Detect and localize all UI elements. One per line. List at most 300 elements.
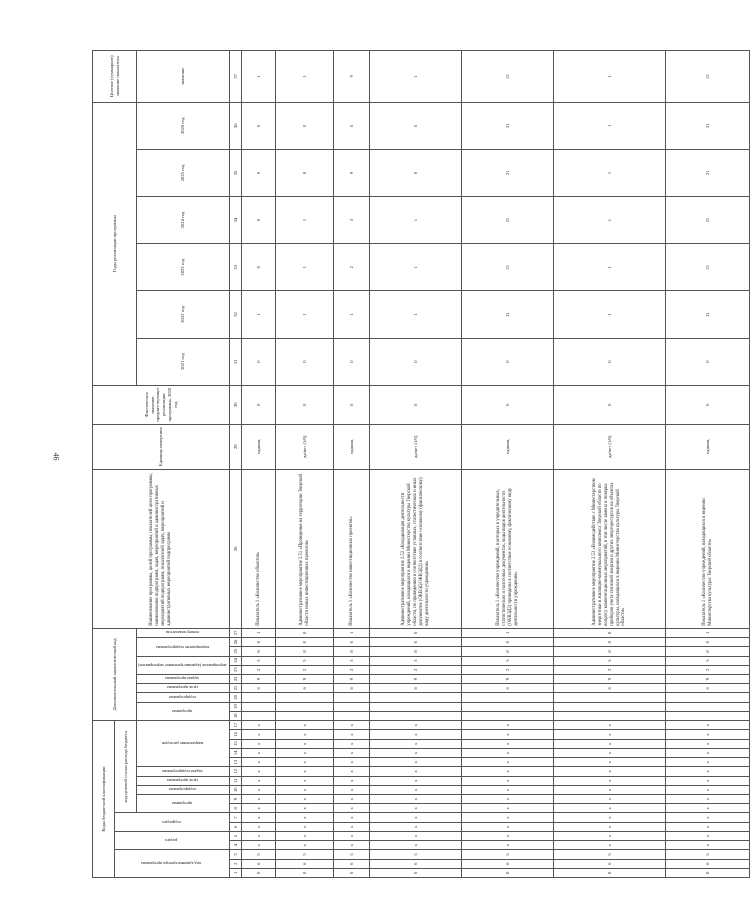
code-cell: х: [242, 721, 276, 730]
row-value: 0: [276, 338, 334, 385]
row-name: Административное мероприятие 2.52 «Координация деятельности учреждений, находящихся в ведении Министерства культуры Тверской области, по приведению в соответствие уставных, статистических и иных документов (ОКВЭД/ОКВЭД2) в соответствие основному (фактическому) виду деятельности учреждения»: [370, 469, 462, 628]
code-cell: х: [276, 776, 334, 785]
code-cell: 0: [334, 638, 370, 647]
code-cell: 6: [370, 684, 462, 693]
column-number: 12: [230, 767, 242, 776]
code-cell: х: [370, 767, 462, 776]
row-value: 0: [554, 338, 666, 385]
column-number: 25: [230, 647, 242, 656]
page-number: 46: [51, 452, 61, 461]
row-name: Административное мероприятие 2.51 «Проведение на территории Тверской области новых инвестиционных проектов»: [276, 469, 334, 628]
code-cell: 6: [334, 859, 370, 868]
row-value: 1: [276, 197, 334, 244]
code-cell: 5: [242, 850, 276, 859]
code-cell: х: [334, 841, 370, 850]
row-value: 1: [242, 291, 276, 338]
row-value: 21: [666, 291, 750, 338]
code-cell: 5: [666, 850, 750, 859]
row-value: 0: [554, 385, 666, 424]
row-value: 1: [370, 244, 462, 291]
code-cell: х: [334, 831, 370, 840]
column-number: 23: [230, 665, 242, 674]
row-value: 21: [666, 149, 750, 196]
row-value: 21: [462, 51, 554, 103]
code-cell: х: [554, 804, 666, 813]
code-cell: 0: [462, 638, 554, 647]
row-value: 21: [666, 244, 750, 291]
code-cell: 0: [334, 868, 370, 877]
code-cell: х: [242, 795, 276, 804]
row-value: 1: [370, 291, 462, 338]
code-cell: х: [666, 813, 750, 822]
a-subprogram-measure-header: мероприятие подпрограммы: [137, 638, 230, 656]
column-number: 22: [230, 674, 242, 683]
subprogram-header: подпрограмма: [137, 785, 230, 794]
code-cell: х: [370, 795, 462, 804]
code-cell: х: [334, 776, 370, 785]
column-number: 16: [230, 730, 242, 739]
row-value: 0: [666, 385, 750, 424]
code-cell: [462, 711, 554, 720]
code-cell: х: [554, 822, 666, 831]
code-cell: 6: [242, 859, 276, 868]
code-cell: 8: [370, 647, 462, 656]
section-header: раздел: [115, 831, 230, 849]
row-value: 1: [334, 291, 370, 338]
row-name: Показатель 1 «Количество инвестиционных проектов»: [334, 469, 370, 628]
column-number: 17: [230, 721, 242, 730]
row-value: 9: [334, 149, 370, 196]
code-cell: 5: [334, 656, 370, 665]
code-cell: 0: [666, 638, 750, 647]
code-cell: 0: [276, 628, 334, 637]
code-cell: 5: [462, 850, 554, 859]
row-value: 1: [554, 51, 666, 103]
row-value: 21: [666, 51, 750, 103]
column-number: 31: [230, 338, 242, 385]
code-cell: 8: [276, 647, 334, 656]
year-2022-header: 2022 год: [137, 291, 230, 338]
row-value: 1: [276, 51, 334, 103]
row-name: Показатель 1 «Количество учреждений, в которых в учредительных, статистических и налоговых документах, коды видов деятельности (ОКВЭД2) приведены в соответствие основному, фактическому виду деятельности учреждения»: [462, 469, 554, 628]
code-cell: 1: [242, 628, 276, 637]
code-cell: х: [334, 767, 370, 776]
code-cell: х: [554, 730, 666, 739]
fact-column-header: Фактическое значение, предшествующее реализации программы, 2020 год: [93, 385, 230, 424]
code-cell: х: [554, 841, 666, 850]
code-cell: х: [334, 822, 370, 831]
code-cell: 0: [370, 638, 462, 647]
code-cell: х: [666, 758, 750, 767]
row-name: Показатель 1 «Количество учреждений, находящихся в ведении Министерства культуры Тверской области»: [666, 469, 750, 628]
code-cell: х: [370, 721, 462, 730]
code-cell: х: [462, 758, 554, 767]
code-cell: х: [666, 795, 750, 804]
code-cell: х: [462, 813, 554, 822]
column-number: 5: [230, 831, 242, 840]
column-number: 3: [230, 850, 242, 859]
row-value: 21: [462, 102, 554, 149]
code-cell: 0: [242, 638, 276, 647]
code-cell: х: [370, 804, 462, 813]
code-cell: х: [554, 776, 666, 785]
code-cell: х: [334, 795, 370, 804]
code-cell: 2: [666, 665, 750, 674]
code-cell: х: [462, 721, 554, 730]
row-value: 0: [242, 102, 276, 149]
code-cell: [370, 711, 462, 720]
row-value: 1: [554, 102, 666, 149]
code-cell: 5: [554, 850, 666, 859]
row-value: 0: [276, 385, 334, 424]
rotated-table-sheet: [92, 50, 713, 878]
code-cell: [242, 693, 276, 702]
year-2026-header: 2026 год: [137, 102, 230, 149]
row-value: 0: [276, 102, 334, 149]
code-cell: 0: [276, 638, 334, 647]
code-cell: х: [554, 831, 666, 840]
code-cell: х: [462, 804, 554, 813]
code-cell: х: [334, 804, 370, 813]
a-goal-header: цель программы: [137, 684, 230, 693]
code-cell: х: [554, 813, 666, 822]
program-indicators-table: [92, 50, 750, 878]
row-value: 21: [462, 149, 554, 196]
code-cell: 8: [462, 647, 554, 656]
code-cell: х: [462, 748, 554, 757]
direction-header: направление расходов: [137, 721, 230, 767]
row-value: 1: [276, 291, 334, 338]
code-cell: х: [554, 767, 666, 776]
code-cell: [666, 693, 750, 702]
code-cell: 8: [554, 647, 666, 656]
code-cell: 5: [554, 656, 666, 665]
column-number: 2: [230, 859, 242, 868]
code-cell: 8: [242, 647, 276, 656]
code-cell: х: [666, 730, 750, 739]
code-cell: 5: [666, 656, 750, 665]
year-2024-header: 2024 год: [137, 197, 230, 244]
row-unit: единиц: [462, 424, 554, 469]
code-cell: х: [370, 813, 462, 822]
table-row: [242, 51, 276, 878]
code-cell: х: [554, 795, 666, 804]
code-cell: х: [242, 748, 276, 757]
code-cell: 0: [554, 638, 666, 647]
code-cell: [554, 711, 666, 720]
code-cell: 2: [554, 665, 666, 674]
code-cell: х: [242, 730, 276, 739]
row-value: 1: [370, 197, 462, 244]
code-cell: х: [242, 758, 276, 767]
column-number: 4: [230, 841, 242, 850]
column-number: 9: [230, 795, 242, 804]
code-cell: х: [666, 739, 750, 748]
program-header: программа: [137, 795, 230, 813]
code-cell: [242, 702, 276, 711]
code-cell: х: [370, 758, 462, 767]
row-value: 0: [242, 338, 276, 385]
code-cell: [462, 693, 554, 702]
code-cell: 1: [462, 628, 554, 637]
code-cell: х: [276, 785, 334, 794]
table-row: [334, 51, 370, 878]
code-cell: [462, 702, 554, 711]
column-number: 7: [230, 813, 242, 822]
column-number: 20: [230, 693, 242, 702]
code-cell: х: [334, 758, 370, 767]
a-indicator-header: номер показателя: [137, 628, 230, 637]
code-cell: 2: [462, 665, 554, 674]
code-cell: х: [462, 822, 554, 831]
admin-code-header: код администратора программы: [115, 850, 230, 878]
code-cell: х: [334, 739, 370, 748]
column-number: 36: [230, 102, 242, 149]
code-cell: х: [276, 813, 334, 822]
code-cell: х: [370, 841, 462, 850]
column-number: 6: [230, 822, 242, 831]
target-article-header: код целевой статьи расхода бюджета: [115, 721, 137, 813]
code-cell: 5: [370, 656, 462, 665]
code-cell: 9: [242, 674, 276, 683]
row-value: 1: [276, 244, 334, 291]
row-value: 0: [370, 338, 462, 385]
code-cell: х: [276, 841, 334, 850]
code-cell: х: [666, 831, 750, 840]
code-cell: х: [242, 767, 276, 776]
code-cell: [554, 693, 666, 702]
column-number: 27: [230, 628, 242, 637]
code-cell: [554, 702, 666, 711]
column-number: 10: [230, 785, 242, 794]
code-cell: х: [462, 776, 554, 785]
code-cell: 0: [554, 628, 666, 637]
row-name: Административное мероприятие 2.53 «Взаимодействие с Министерством энергетики и жилищно-коммунального комплекса Тверской области по вопросу компенсационных мероприятий, в том числе замена и поверка приборов учета тепловой энергии и других энергоресурсов на объектах культуры, находящихся в ведении Министерства культуры Тверской области»: [554, 469, 666, 628]
code-cell: х: [370, 822, 462, 831]
code-cell: х: [276, 831, 334, 840]
code-cell: 5: [334, 850, 370, 859]
code-cell: 0: [554, 868, 666, 877]
a-program-header: программа: [137, 702, 230, 720]
table-body: [242, 51, 750, 878]
row-value: 0: [462, 385, 554, 424]
code-cell: х: [666, 721, 750, 730]
code-cell: х: [276, 730, 334, 739]
name-column-header: Наименование программы, целей программы, показателей цели программы, наименование подпрограмм, задач, мероприятий и административных мероприятий подпрограмм, показателей задач, мероприятий и административных мероприятий подпрограмм: [93, 469, 230, 628]
column-number: 21: [230, 684, 242, 693]
code-cell: 6: [462, 684, 554, 693]
column-number: 19: [230, 702, 242, 711]
column-number: 24: [230, 656, 242, 665]
column-number: 14: [230, 748, 242, 757]
code-cell: 9: [276, 674, 334, 683]
row-value: 9: [334, 51, 370, 103]
a-task-header: задача программы: [137, 674, 230, 683]
row-unit: да/нет (1/0): [554, 424, 666, 469]
row-value: 0: [276, 149, 334, 196]
table-row: [666, 51, 750, 878]
code-cell: [276, 711, 334, 720]
code-cell: х: [462, 730, 554, 739]
code-cell: х: [276, 739, 334, 748]
table-row: [462, 51, 554, 878]
year-2021-header: 2021 год: [137, 338, 230, 385]
row-value: 21: [666, 102, 750, 149]
code-cell: х: [276, 822, 334, 831]
code-cell: 5: [370, 850, 462, 859]
column-number: 8: [230, 804, 242, 813]
code-cell: 5: [276, 850, 334, 859]
code-cell: х: [370, 831, 462, 840]
code-cell: 0: [666, 868, 750, 877]
code-cell: х: [334, 730, 370, 739]
column-number: 35: [230, 149, 242, 196]
code-cell: х: [276, 795, 334, 804]
code-cell: х: [666, 804, 750, 813]
code-cell: х: [554, 785, 666, 794]
row-unit: единиц: [242, 424, 276, 469]
row-unit: единиц: [666, 424, 750, 469]
code-cell: [334, 693, 370, 702]
code-cell: 6: [462, 859, 554, 868]
code-cell: 6: [334, 684, 370, 693]
row-name: Показатель 1 «Количество объектов»: [242, 469, 276, 628]
row-value: 1: [554, 197, 666, 244]
code-cell: [334, 711, 370, 720]
goal-code-header: цель программы: [137, 776, 230, 785]
code-cell: 6: [370, 859, 462, 868]
code-cell: 2: [334, 665, 370, 674]
row-value: 0: [242, 197, 276, 244]
column-number: 11: [230, 776, 242, 785]
code-cell: [242, 711, 276, 720]
code-cell: 6: [666, 859, 750, 868]
column-number: 30: [230, 385, 242, 424]
row-value: 0: [242, 149, 276, 196]
code-cell: 6: [554, 684, 666, 693]
code-cell: х: [242, 841, 276, 850]
column-number: 32: [230, 291, 242, 338]
table-row: [554, 51, 666, 878]
code-cell: 0: [276, 868, 334, 877]
code-cell: х: [666, 841, 750, 850]
code-cell: 5: [462, 656, 554, 665]
code-cell: х: [276, 804, 334, 813]
column-number: 15: [230, 739, 242, 748]
code-cell: х: [242, 813, 276, 822]
code-cell: х: [276, 721, 334, 730]
code-cell: х: [666, 822, 750, 831]
code-cell: [334, 702, 370, 711]
code-cell: х: [370, 739, 462, 748]
code-cell: х: [462, 785, 554, 794]
code-cell: х: [242, 785, 276, 794]
code-cell: х: [276, 767, 334, 776]
column-number: 28: [230, 469, 242, 628]
code-cell: 0: [462, 868, 554, 877]
code-cell: х: [462, 739, 554, 748]
column-number: 29: [230, 424, 242, 469]
code-cell: 9: [666, 674, 750, 683]
row-value: 1: [554, 244, 666, 291]
code-cell: х: [242, 831, 276, 840]
row-unit: да/нет (1/0): [370, 424, 462, 469]
code-cell: 2: [370, 665, 462, 674]
code-cell: х: [554, 739, 666, 748]
row-value: 3: [334, 197, 370, 244]
unit-column-header: Единица измерения: [93, 424, 230, 469]
code-cell: 5: [242, 656, 276, 665]
code-cell: 6: [554, 859, 666, 868]
code-cell: 0: [370, 628, 462, 637]
code-cell: х: [554, 758, 666, 767]
code-cell: х: [666, 748, 750, 757]
row-value: 0: [334, 102, 370, 149]
code-cell: х: [242, 804, 276, 813]
code-cell: 6: [276, 859, 334, 868]
column-number: 13: [230, 758, 242, 767]
code-cell: 0: [370, 868, 462, 877]
code-cell: х: [334, 813, 370, 822]
code-cell: 1: [334, 628, 370, 637]
code-cell: 6: [666, 684, 750, 693]
code-cell: х: [666, 785, 750, 794]
a-measure-header: мероприятие (административное мероприятие): [137, 656, 230, 674]
row-value: 21: [666, 197, 750, 244]
code-cell: х: [276, 758, 334, 767]
code-cell: 6: [242, 684, 276, 693]
code-cell: х: [370, 776, 462, 785]
row-unit: единиц: [334, 424, 370, 469]
row-value: 1: [242, 51, 276, 103]
row-value: 0: [370, 385, 462, 424]
code-cell: х: [462, 831, 554, 840]
year-2023-header: 2023 год: [137, 244, 230, 291]
code-cell: х: [554, 721, 666, 730]
column-number: 37: [230, 51, 242, 103]
table-row: [370, 51, 462, 878]
code-cell: [370, 693, 462, 702]
row-value: 0: [462, 338, 554, 385]
final-column-header: Целевое (суммарное) значение показателя: [93, 51, 137, 103]
final-value-header: значение: [137, 51, 230, 103]
row-value: 0: [242, 385, 276, 424]
code-cell: х: [462, 841, 554, 850]
code-cell: [276, 693, 334, 702]
code-cell: [370, 702, 462, 711]
code-cell: х: [334, 748, 370, 757]
code-cell: 6: [276, 684, 334, 693]
row-value: 0: [334, 338, 370, 385]
code-cell: х: [334, 721, 370, 730]
row-value: 0: [370, 149, 462, 196]
code-cell: 9: [334, 674, 370, 683]
row-value: 2: [334, 244, 370, 291]
code-cell: [276, 702, 334, 711]
row-unit: да/нет (1/0): [276, 424, 334, 469]
row-value: 1: [554, 291, 666, 338]
subsection-header: подраздел: [115, 813, 230, 831]
column-number: 1: [230, 868, 242, 877]
code-cell: х: [370, 748, 462, 757]
code-cell: 2: [276, 665, 334, 674]
code-cell: х: [334, 785, 370, 794]
code-cell: х: [242, 739, 276, 748]
column-number: 34: [230, 197, 242, 244]
years-column-header: Годы реализации программы: [93, 102, 137, 385]
code-cell: х: [370, 785, 462, 794]
code-cell: х: [370, 730, 462, 739]
